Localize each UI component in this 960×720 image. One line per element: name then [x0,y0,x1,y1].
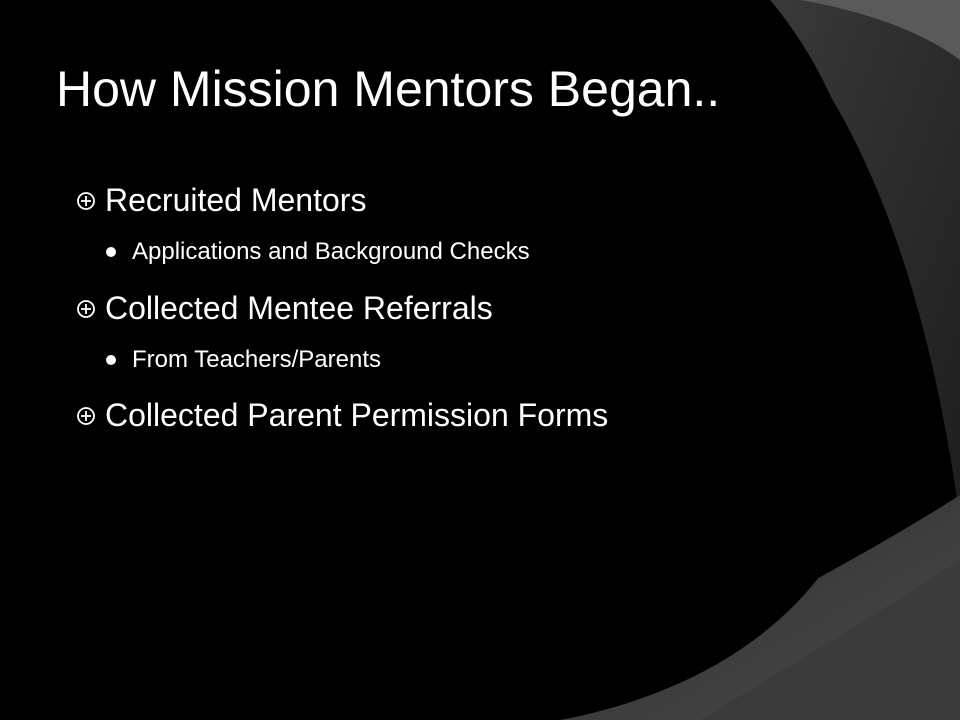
sub-bullet-text: Applications and Background Checks [132,238,530,265]
dot-bullet-icon [106,247,116,257]
dot-bullet-icon [106,355,116,365]
circled-plus-icon [76,191,96,211]
bullet-item-mentee-referrals [76,290,493,327]
sub-bullet-teachers-parents [106,346,381,374]
bullet-text: Collected Parent Permission Forms [105,397,609,433]
bullet-item-permission-forms [76,397,608,434]
slide-title: How Mission Mentors Began.. [56,61,721,117]
bullet-text: Recruited Mentors [105,182,367,218]
circled-plus-icon [76,299,96,319]
sub-bullet-text: From Teachers/Parents [132,346,381,373]
bullet-item-recruited-mentors [76,182,366,219]
circled-plus-icon [76,406,96,426]
bullet-text: Collected Mentee Referrals [105,290,493,326]
sub-bullet-applications [106,238,530,266]
